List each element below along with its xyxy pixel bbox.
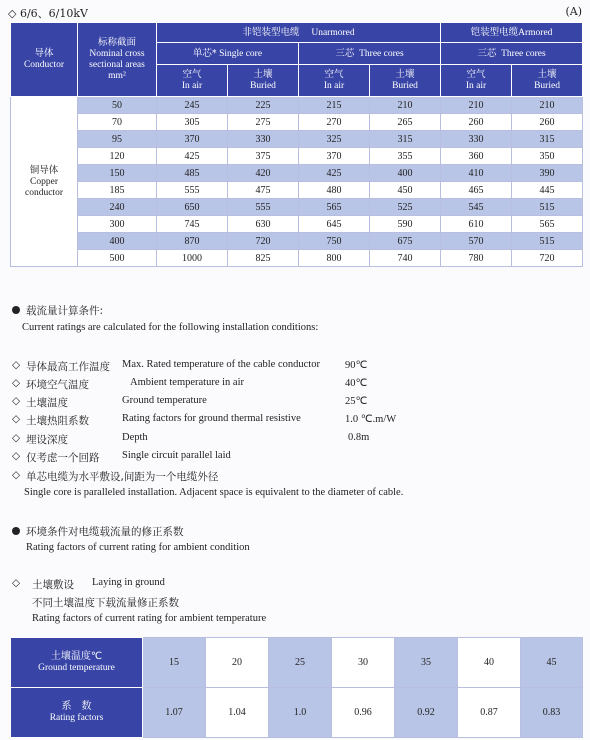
single-core-note: Single core is paralleled installation. Adjacent space is equivalent to the diameter of cable. — [24, 487, 404, 498]
value-cell: 750 — [299, 233, 370, 250]
value-cell: 555 — [228, 199, 299, 216]
three-cores-header-unarmored: 三芯 Three cores — [299, 43, 441, 65]
table-row — [11, 250, 583, 267]
value-cell: 210 — [441, 97, 512, 114]
factor-cell: 0.92 — [395, 688, 458, 738]
factor-cell: 1.07 — [143, 688, 206, 738]
value-cell: 360 — [441, 148, 512, 165]
single-core-header: 单芯* Single core — [157, 43, 299, 65]
diamond-icon: ◇ — [12, 432, 21, 444]
value-cell: 370 — [157, 131, 228, 148]
factor-cell: 0.83 — [521, 688, 583, 738]
ambient-title: 环境条件对电缆载流量的修正系数 — [12, 524, 184, 539]
temp-cell: 20 — [206, 638, 269, 688]
copper-conductor-cell: 铜导体 Copper conductor — [11, 97, 78, 267]
value-cell: 245 — [157, 97, 228, 114]
value-cell: 445 — [512, 182, 583, 199]
diamond-icon: ◇ — [12, 469, 21, 481]
condition-item: ◇ 单芯电缆为水平敷设,间距为一个电缆外径 — [12, 469, 219, 483]
value-cell: 675 — [370, 233, 441, 250]
value-cell: 355 — [370, 148, 441, 165]
value-cell: 480 — [299, 182, 370, 199]
value-cell: 565 — [299, 199, 370, 216]
factor-cell: 0.87 — [458, 688, 521, 738]
value-cell: 370 — [299, 148, 370, 165]
value-cell: 375 — [228, 148, 299, 165]
condition-item: ◇ 环境空气温度 Ambient temperature in air 40℃ — [12, 377, 368, 391]
condition-item: ◇ 导体最高工作温度 Max. Rated temperature of the cable conductor 90℃ — [12, 359, 368, 373]
condition-item: ◇ 土壤热阻系数 Rating factors for ground thermal resistive 1.0 ℃.m/W — [12, 413, 397, 427]
temp-cell: 30 — [332, 638, 395, 688]
laying-item: ◇ 土壤敷设 Laying in ground — [12, 577, 165, 591]
value-cell: 350 — [512, 148, 583, 165]
unit-label: (A) — [565, 5, 582, 18]
value-cell: 210 — [512, 97, 583, 114]
temp-cell: 15 — [143, 638, 206, 688]
in-air-header: 空气 In air — [157, 65, 228, 97]
condition-item: ◇ 埋设深度 Depth 0.8m — [12, 432, 370, 446]
diamond-icon: ◇ — [12, 395, 21, 407]
diamond-icon: ◇ — [12, 359, 21, 371]
value-cell: 565 — [512, 216, 583, 233]
value-cell: 525 — [370, 199, 441, 216]
condition-item: ◇ 仅考虑一个回路 Single circuit parallel laid — [12, 450, 231, 464]
table-row — [11, 199, 583, 216]
value-cell: 475 — [228, 182, 299, 199]
value-cell: 1000 — [157, 250, 228, 267]
value-cell: 555 — [157, 182, 228, 199]
conditions-title: 载流量计算条件: — [12, 303, 103, 318]
value-cell: 260 — [512, 114, 583, 131]
value-cell: 630 — [228, 216, 299, 233]
unarmored-header: 非铠装型电缆 Unarmored — [157, 23, 441, 43]
value-cell: 265 — [370, 114, 441, 131]
value-cell: 425 — [157, 148, 228, 165]
temp-cell: 45 — [521, 638, 583, 688]
diamond-icon: ◇ — [12, 450, 21, 462]
section-cell: 400 — [78, 233, 157, 250]
factor-cell: 1.0 — [269, 688, 332, 738]
buried-header: 土壤 Buried — [228, 65, 299, 97]
factor-cell: 1.04 — [206, 688, 269, 738]
factor-cell: 0.96 — [332, 688, 395, 738]
table-row — [11, 114, 583, 131]
value-cell: 210 — [370, 97, 441, 114]
top-bar — [8, 5, 582, 19]
value-cell: 545 — [441, 199, 512, 216]
value-cell: 410 — [441, 165, 512, 182]
value-cell: 215 — [299, 97, 370, 114]
table-row — [11, 233, 583, 250]
bullet-icon — [12, 527, 20, 535]
buried-header: 土壤 Buried — [370, 65, 441, 97]
value-cell: 270 — [299, 114, 370, 131]
buried-header: 土壤 Buried — [512, 65, 583, 97]
value-cell: 325 — [299, 131, 370, 148]
value-cell: 745 — [157, 216, 228, 233]
value-cell: 515 — [512, 233, 583, 250]
value-cell: 590 — [370, 216, 441, 233]
value-cell: 275 — [228, 114, 299, 131]
ambient-sub-en: Rating factors of current rating for ambient temperature — [32, 613, 267, 624]
value-cell: 515 — [512, 199, 583, 216]
value-cell: 420 — [228, 165, 299, 182]
table-row — [11, 216, 583, 233]
table-row — [11, 131, 583, 148]
rating-factor-table — [10, 637, 583, 738]
value-cell: 800 — [299, 250, 370, 267]
current-rating-table — [10, 22, 583, 267]
section-cell: 150 — [78, 165, 157, 182]
value-cell: 870 — [157, 233, 228, 250]
ambient-sub-zh: 不同土壤温度下载流量修正系数 — [32, 597, 179, 609]
value-cell: 330 — [441, 131, 512, 148]
diamond-icon: ◇ — [12, 377, 21, 389]
value-cell: 570 — [441, 233, 512, 250]
value-cell: 780 — [441, 250, 512, 267]
section-cell: 500 — [78, 250, 157, 267]
conductor-header: 导体 Conductor — [11, 23, 78, 97]
table-row — [11, 97, 583, 114]
ambient-subtitle: Rating factors of current rating for ambient condition — [26, 542, 250, 553]
table-row — [11, 165, 583, 182]
section-header: 标称截面 Nominal cross sectional areas mm² — [78, 23, 157, 97]
voltage-label: ◇ 6/6、6/10kV — [8, 7, 88, 20]
value-cell: 450 — [370, 182, 441, 199]
value-cell: 465 — [441, 182, 512, 199]
ground-temp-header: 土壤温度℃ Ground temperature — [11, 638, 143, 688]
section-cell: 300 — [78, 216, 157, 233]
table-row — [11, 148, 583, 165]
value-cell: 740 — [370, 250, 441, 267]
table-row — [11, 182, 583, 199]
in-air-header: 空气 In air — [299, 65, 370, 97]
in-air-header: 空气 In air — [441, 65, 512, 97]
temp-cell: 40 — [458, 638, 521, 688]
value-cell: 315 — [370, 131, 441, 148]
diamond-icon: ◇ — [12, 577, 21, 589]
section-cell: 70 — [78, 114, 157, 131]
condition-item: ◇ 土壤温度 Ground temperature 25℃ — [12, 395, 368, 409]
value-cell: 260 — [441, 114, 512, 131]
section-cell: 240 — [78, 199, 157, 216]
value-cell: 305 — [157, 114, 228, 131]
section-cell: 185 — [78, 182, 157, 199]
value-cell: 720 — [228, 233, 299, 250]
value-cell: 645 — [299, 216, 370, 233]
conditions-subtitle: Current ratings are calculated for the following installation conditions: — [22, 322, 319, 333]
value-cell: 400 — [370, 165, 441, 182]
rating-factor-header: 系 数 Rating factors — [11, 688, 143, 738]
value-cell: 650 — [157, 199, 228, 216]
diamond-icon: ◇ — [12, 413, 21, 425]
temp-cell: 25 — [269, 638, 332, 688]
section-cell: 120 — [78, 148, 157, 165]
value-cell: 390 — [512, 165, 583, 182]
value-cell: 610 — [441, 216, 512, 233]
value-cell: 825 — [228, 250, 299, 267]
three-cores-header-armored: 三芯 Three cores — [441, 43, 583, 65]
armored-header: 铠装型电缆Armored — [441, 23, 583, 43]
value-cell: 225 — [228, 97, 299, 114]
section-cell: 50 — [78, 97, 157, 114]
value-cell: 720 — [512, 250, 583, 267]
value-cell: 315 — [512, 131, 583, 148]
section-cell: 95 — [78, 131, 157, 148]
bullet-icon — [12, 306, 20, 314]
value-cell: 485 — [157, 165, 228, 182]
temp-cell: 35 — [395, 638, 458, 688]
value-cell: 330 — [228, 131, 299, 148]
value-cell: 425 — [299, 165, 370, 182]
